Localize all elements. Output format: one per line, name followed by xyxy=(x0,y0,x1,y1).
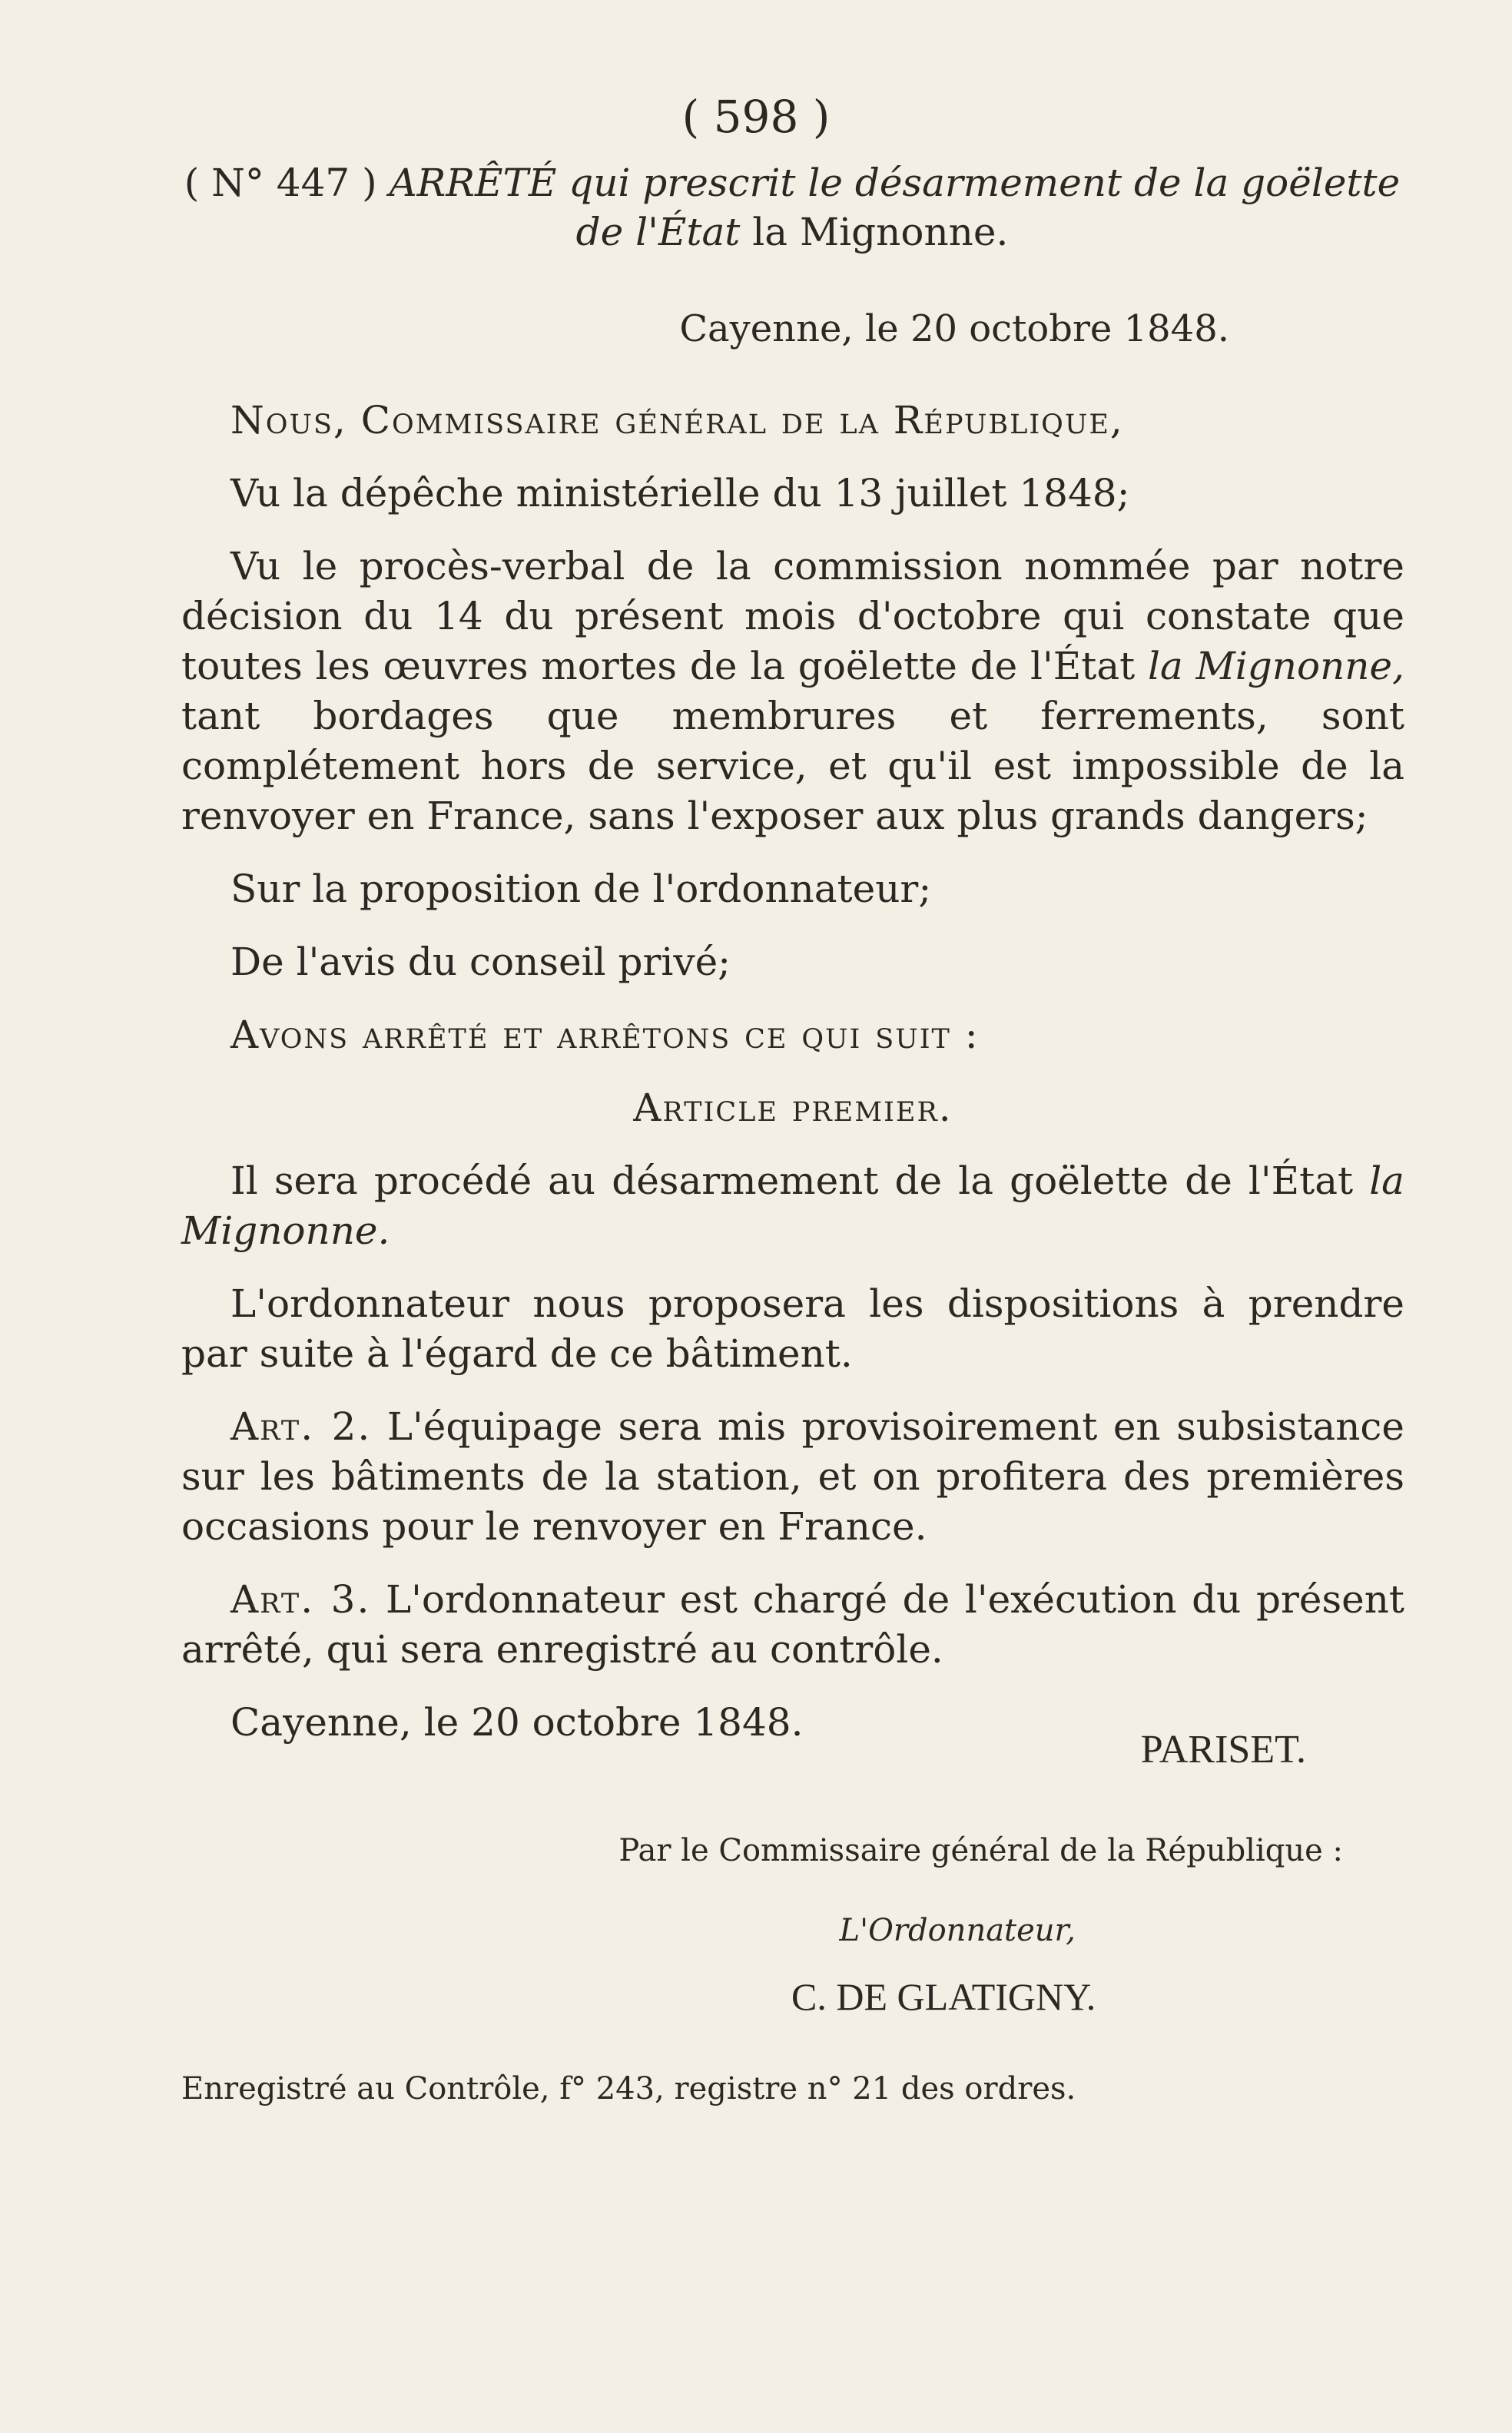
article-2-label: Art. 2. xyxy=(230,1404,372,1449)
paragraph-3: Sur la proposition de l'ordonnateur; xyxy=(230,867,932,911)
paragraph-2-c: tant bordages que membrures et ferrements, sont complétement hors de service, et qu'il est impossible de la renvoyer en France, sans l'exposer aux plus grands dangers; xyxy=(181,694,1404,838)
article-1-ship: la Mignonne. xyxy=(181,1158,1404,1253)
decree-number: ( N° 447 ) xyxy=(184,161,377,205)
decree-body xyxy=(181,396,1404,1748)
paragraph-2 xyxy=(181,542,1404,841)
article-1-cont: L'ordonnateur nous proposera les dispositions à prendre par suite à l'égard de ce bâtiment. xyxy=(181,1281,1404,1376)
article-3-text: L'ordonnateur est chargé de l'exécution du présent arrêté, qui sera enregistré au contrôle. xyxy=(181,1577,1404,1672)
decree-title-c: la Mignonne. xyxy=(752,210,1009,254)
decree-title-a: ARRÊTÉ qui prescrit le désarmement de la goëlette xyxy=(389,161,1401,205)
registration-note: Enregistré au Contrôle, f° 243, registre n° 21 des ordres. xyxy=(181,2071,1076,2107)
article-3-label: Art. 3. xyxy=(230,1577,371,1622)
ship-name: la Mignonne, xyxy=(1148,644,1404,688)
paragraph-2-a: Vu le procès-verbal de la commission nommée par notre décision du 14 du présent mois d'octobre qui constate que toutes les œuvres mortes de la goëlette de l'État xyxy=(181,544,1404,688)
dateline: Cayenne, le 20 octobre 1848. xyxy=(679,307,1229,350)
article-1 xyxy=(181,1156,1404,1256)
article-2 xyxy=(181,1402,1404,1552)
article-title: Article premier. xyxy=(633,1086,953,1130)
signature-pariset: PARISET. xyxy=(1140,1728,1306,1772)
paragraph-1: Vu la dépêche ministérielle du 13 juillet 1848; xyxy=(230,471,1130,515)
article-2-text: L'équipage sera mis provisoirement en subsistance sur les bâtiments de la station, et on profitera des premières occasions pour le renvoyer en France. xyxy=(181,1404,1405,1549)
closing-date: Cayenne, le 20 octobre 1848. xyxy=(230,1700,804,1745)
ordonnateur-title: L'Ordonnateur, xyxy=(839,1913,1076,1948)
paragraph-5: Avons arrêté et arrêtons ce qui suit : xyxy=(230,1013,980,1057)
article-3 xyxy=(181,1575,1404,1675)
preamble: Nous, Commissaire général de la République, xyxy=(230,398,1124,443)
page-number: ( 598 ) xyxy=(681,91,831,143)
paragraph-4: De l'avis du conseil privé; xyxy=(230,940,731,984)
signature-by-line: Par le Commissaire général de la République : xyxy=(618,1833,1343,1868)
signature-glatigny: C. DE GLATIGNY. xyxy=(791,1975,1096,2018)
decree-title-b: de l'État xyxy=(575,210,741,254)
article-1-a: Il sera procédé au désarmement de la goëlette de l'État xyxy=(230,1158,1370,1203)
decree-heading xyxy=(181,158,1403,257)
